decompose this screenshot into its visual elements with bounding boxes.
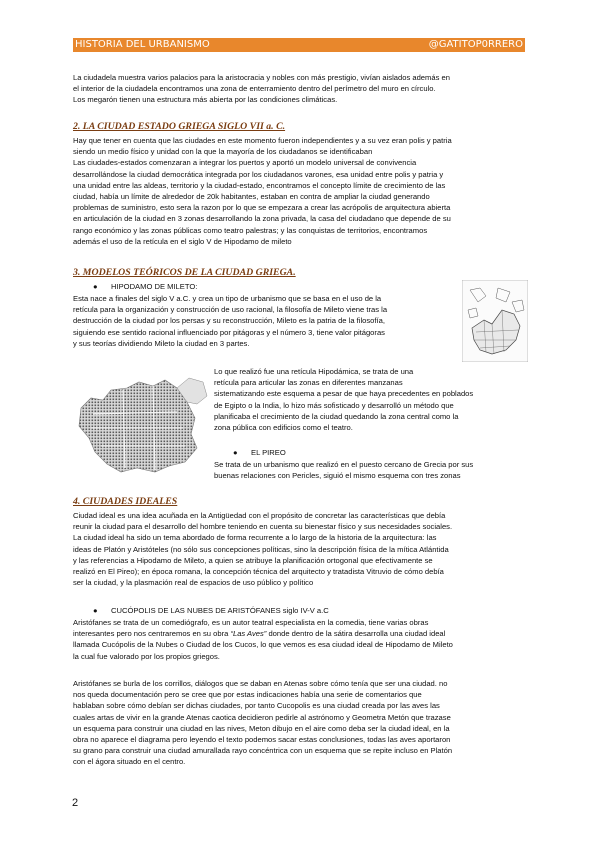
section-2-paragraph [73,135,528,247]
text-line: de Egipto o la India, lo hizo más sofisticado y desarrolló un método que [214,400,454,410]
text-line: La ciudad ideal ha sido un tema abordado de forma recurrente a lo largo de la historia de la arquitectura: las [73,533,437,543]
header-author: @GATITOP0RRERO [428,39,523,50]
cucopolis-paragraph [73,678,528,768]
text-line: Lo que realizó fue una retícula Hipodámica, se trata de una [214,367,414,376]
pireo-paragraph [214,459,530,481]
text-line: una unidad entre las aldeas, territorio y la ciudad-estado, encontramos el concepto límite de crecimiento de las [73,180,446,190]
text-span: donde dentro de la sátira desarrolla una ciudad ideal [266,629,446,639]
text-line: un esquema para construir una ciudad en las nives, Meton dibujo en el aire como deba ser la ciudad ideal, en la [73,723,450,733]
text-line: retícula para articular las zonas en diferentes manzanas [214,378,403,388]
text-line: ideas de Platón y Aristóteles (no sólo sus concepciones políticas, sino la descripción física de la mítica Atlántida [73,544,449,554]
header-title: HISTORIA DEL URBANISMO [75,39,210,50]
reticula-paragraph [214,366,530,433]
work-title: “Las Aves” [230,629,267,639]
bullet-dot-icon: ● [93,606,98,615]
text-line: siguiendo ese sentido racional influenciado por pitágoras y el número 3, tiene valor pitágoras [73,327,385,337]
intro-paragraph [73,72,528,106]
text-line: cuales artas de vivir en la grande Atenas caotica decidieron pedirle al astrónomo y Geometra Metón que trazase [73,712,451,722]
bullet-dot-icon: ● [233,448,238,457]
text-line: realizó en El Pireo); en época romana, la concepción técnica del arquitecto y tratadista Vitruvio de cómo debía [73,567,444,577]
text-line: sistematizando este esquema a pesar de que haya precedentes en poblados [214,389,474,399]
text-line: además el uso de la retícula en el siglo V de Hipodamo de mileto [73,236,292,246]
text-line: rango económico y las zonas públicas como teatro palestras; y las conquistas de territorios, encontramos [73,225,428,235]
section-4-heading: 4. CIUDADES IDEALES [73,496,178,507]
text-line: Ciudad ideal es una idea acuñada en la Antigüedad con el propósito de concretar las características que debía [73,511,446,520]
text-line: Hay que tener en cuenta que las ciudades en este momento fueron independientes y a su vez eran polis y patria [73,136,452,145]
text-line: desarrollándose la ciudad democrática integrada por los ciudadanos varones, esa unidad entre polis y patria y [73,169,444,179]
text-line: en articulación de la ciudad en 3 zonas desarrollando la zona privada, la casa del ciudadano que depende de su [73,214,451,224]
section-3-heading: 3. MODELOS TEÓRICOS DE LA CIUDAD GRIEGA. [73,267,296,278]
text-line: Aristófanes se trata de un comediógrafo, es un autor teatral especialista en la comedia, tiene varias obras [73,618,429,627]
text-line: reunir la ciudad para el desarrollo del hombre teniendo en cuenta su bienestar físico y sus necesidades sociales. [73,522,453,532]
text-line: su grano para construir una ciudad amurallada rayo concéntrica con un esquema que se repite incluso en Platón [73,746,453,756]
text-line: Se trata de un urbanismo que realizó en el puesto cercano de Grecia por sus [214,460,474,469]
section-2-heading: 2. LA CIUDAD ESTADO GRIEGA SIGLO VII a. C. [73,121,286,132]
bullet-cucopolis [93,605,329,616]
text-line: Los megarón tienen una estructura más abierta por las condiciones climáticas. [73,95,338,105]
mileto-plan-figure [462,280,528,362]
text-line: y las referencias a Hipodamo de Mileto, a quien se atribuye la planificación ortogonal que efectivamente se [73,555,433,565]
page-number: 2 [72,797,79,809]
text-line: la cual fue valorado por los propios griegos. [73,651,220,661]
aristofanes-paragraph [73,617,528,662]
ciudad-ideal-paragraph [73,510,528,588]
bullet-dot-icon: ● [93,282,98,291]
text-line: planificaba el crecimiento de la ciudad quedando la zona central como la [214,411,459,421]
text-line: destrucción de la ciudad por los persas y su reconstrucción, Mileto es la patria de la filosofía, [73,316,385,326]
text-line: zona pública con edificios como el teatro. [214,423,353,433]
text-line: ciudad, había un límite de alrededor de 20k habitantes, estaban en contra de ampliar la ciudad generando [73,192,430,202]
text-line: el interior de la ciudadela encontramos una zona de enterramiento dentro del perímetro del muro en círculo. [73,84,436,94]
reticula-map-figure [73,368,209,476]
bullet-label: CUCÓPOLIS DE LAS NUBES DE ARISTÓFANES siglo IV-V a.C [111,606,329,615]
text-line: llamada Cucópolis de la Nubes o Ciudad de los Cucos, lo que vemos es esa ciudad ideal de Hipodamo de Mileto [73,640,453,650]
bullet-label: HIPODAMO DE MILETO: [111,282,198,291]
text-line: hablaban sobre cómo debían ser dichas ciudades, por tanto Cucopolis es una ciudad creada por las aves las [73,701,440,711]
text-line: retícula para la organización y construcción de uso racional, la filosofía de Mileto viene tras la [73,305,388,315]
text-line: ser la ciudad, y la plasmación real de espacios de uso público y político [73,578,314,588]
text-line: y sus teorías dividiendo Mileto la ciudad en 3 partes. [73,338,250,348]
text-line: Esta nace a finales del siglo V a.C. y crea un tipo de urbanismo que se basa en el uso de la [73,294,382,303]
text-line [73,628,528,639]
text-line: obra no aparece el diagrama pero leyendo el texto podemos sacar estas conclusiones, todas las aves aportaron [73,735,451,745]
bullet-hipodamo [93,281,197,292]
text-line: Las ciudades-estados comenzaran a integrar los puertos y aportó un modelo universal de convivencia [73,158,417,168]
text-line: buenas relaciones con Pericles, siguió el mismo esquema con tres zonas [214,471,461,481]
bullet-pireo [233,447,286,458]
text-line: siendo un medio físico y unidad con la que la mayoría de los ciudadanos se identificaban [73,147,373,157]
page-header [73,38,525,52]
bullet-label: EL PIREO [251,448,286,457]
text-line: nos queda documentación pero se cree que por estas indicaciones había una serie de comentarios que [73,690,422,700]
text-line: con el ágora situado en el centro. [73,757,186,767]
text-line: Aristófanes se burla de los corrillos, diálogos que se daban en Atenas sobre cómo tenía que ser una ciudad. no [73,679,448,688]
text-line: problemas de suministro, esto sera la razon por lo que se empezara a crear las acrópolis de arquitectura abierta [73,203,451,213]
text-line: La ciudadela muestra varios palacios para la aristocracia y nobles con más prestigio, vivían aislados además en [73,73,450,82]
text-span: interesantes pero nos centraremos en su obra [73,629,231,639]
hipodamo-paragraph [73,293,458,349]
